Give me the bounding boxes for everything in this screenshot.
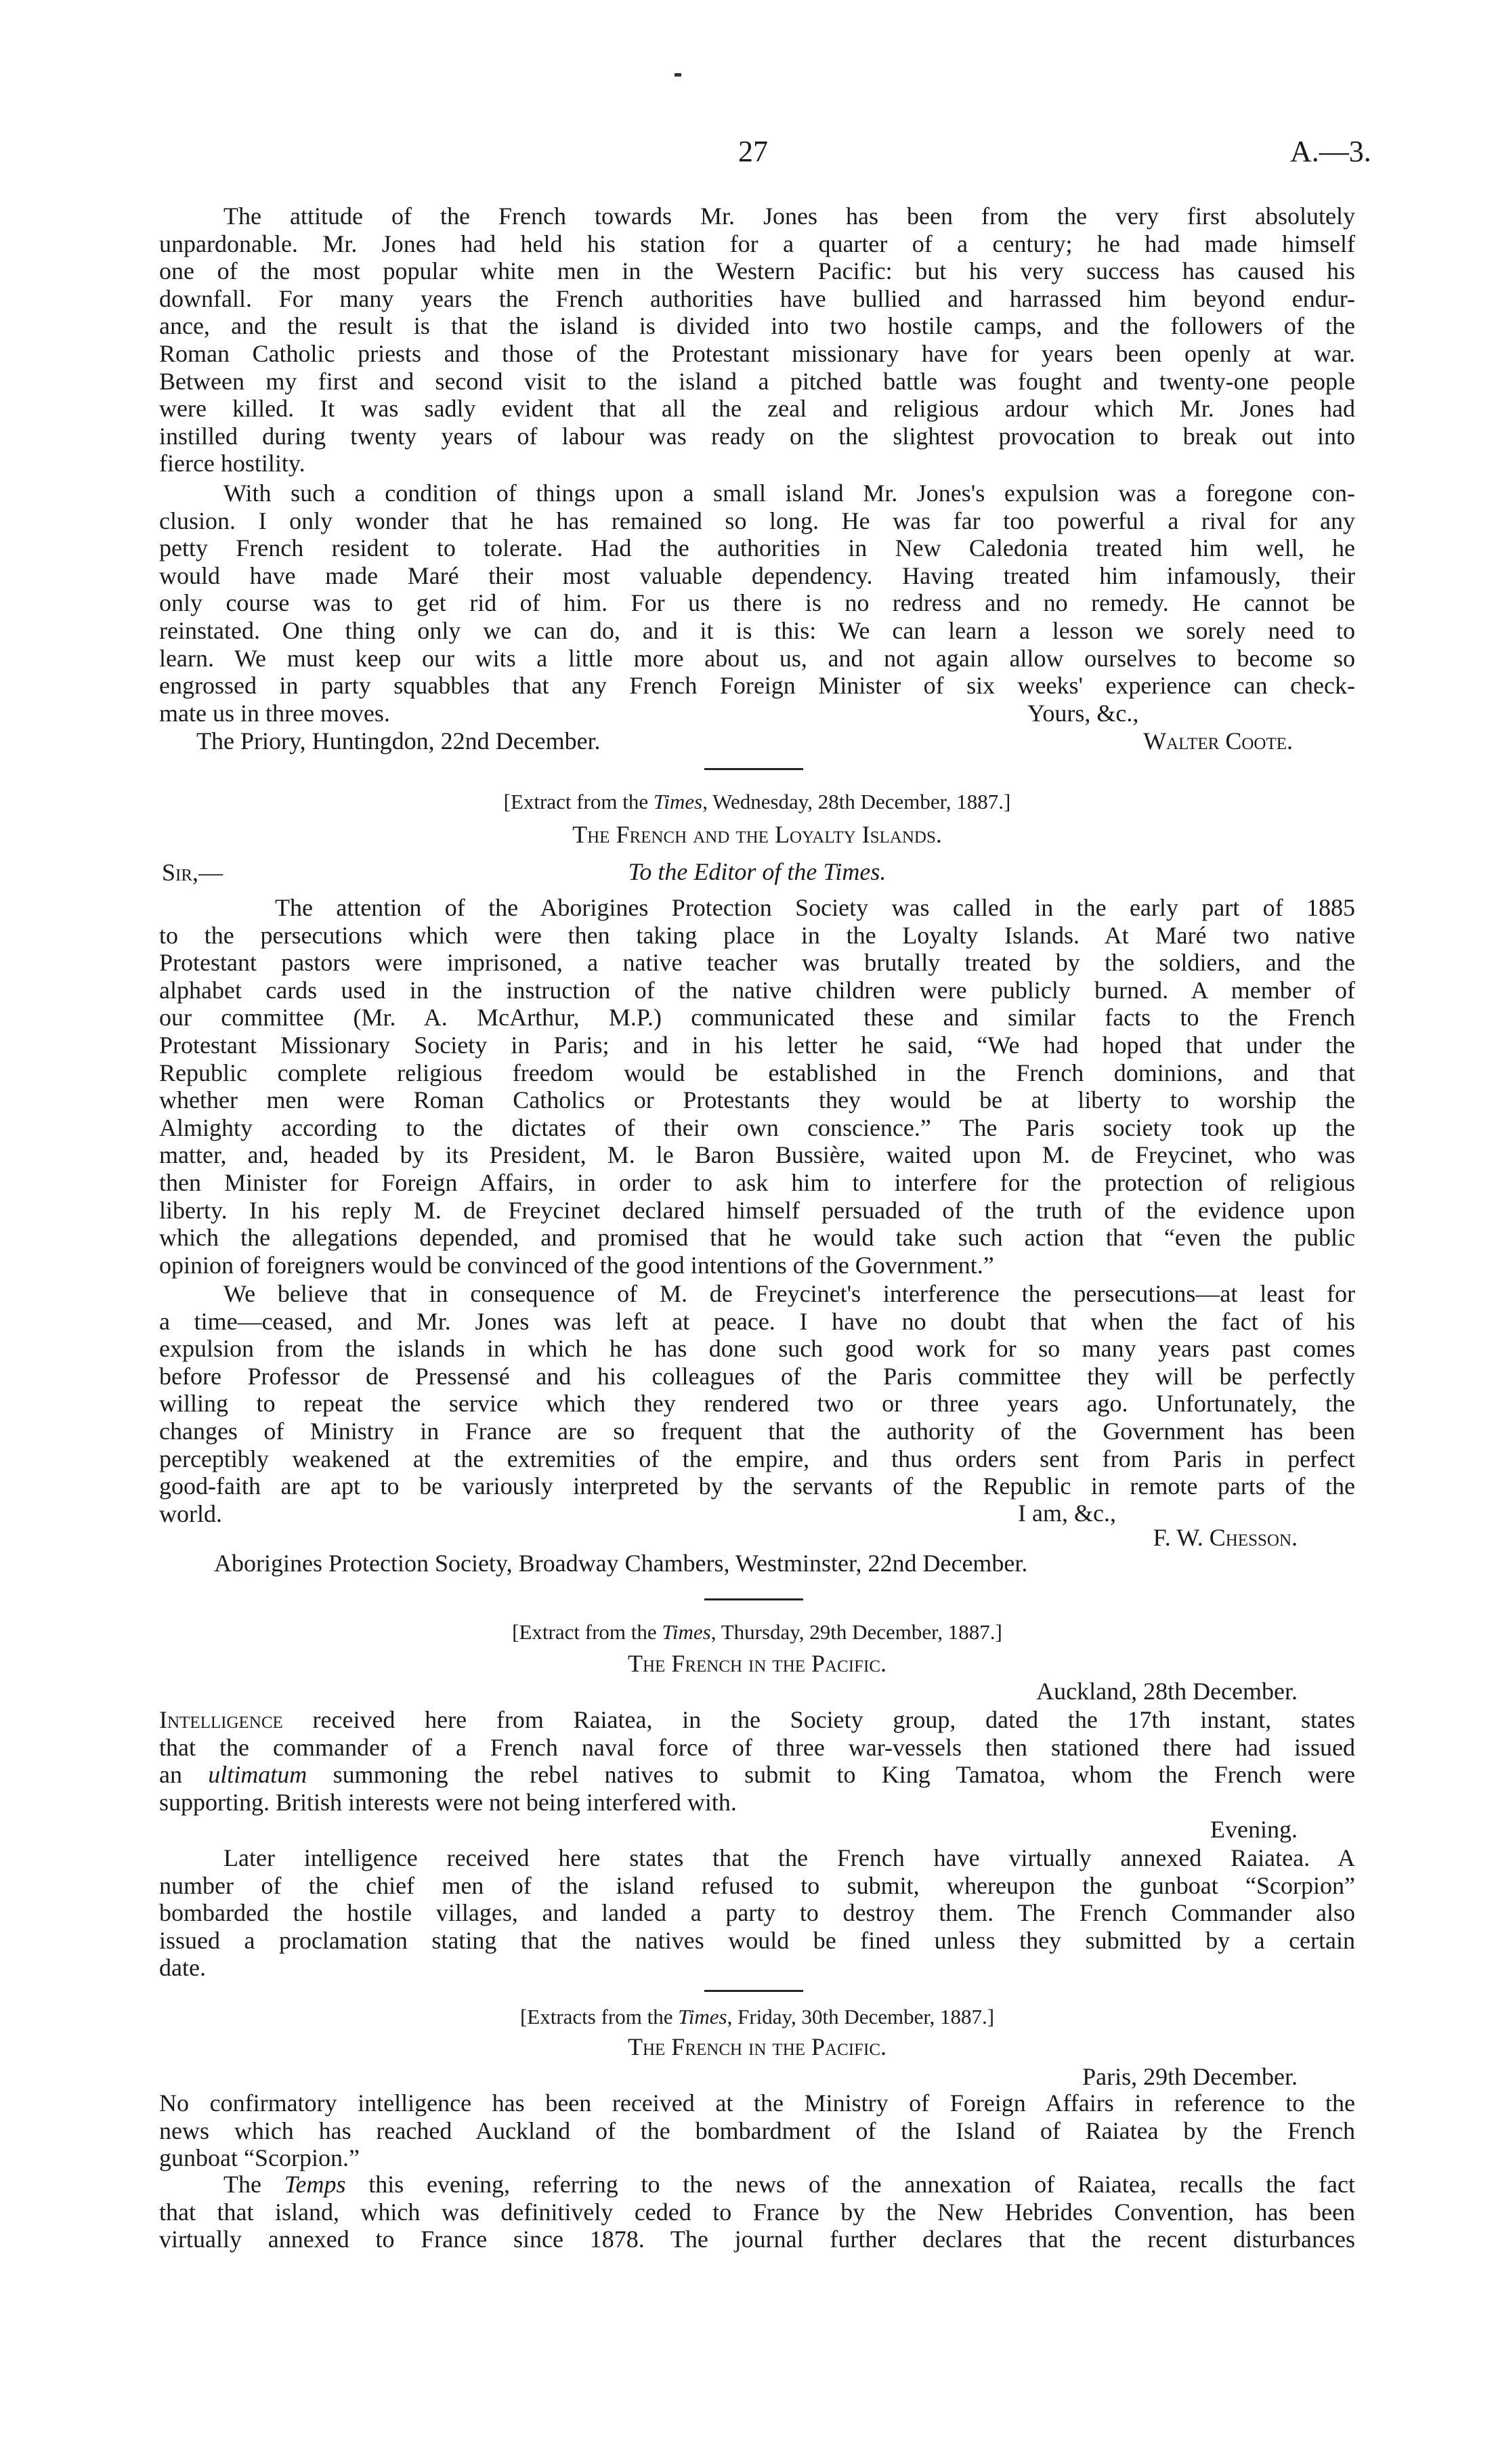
text-line: changes of Ministry in France are so frequent that the authority of the Government has been — [159, 1417, 1355, 1445]
text-line: good-faith are apt to be variously interpreted by the servants of the Republic in remote parts of the — [159, 1472, 1355, 1500]
text-segment: The — [223, 2171, 284, 2198]
text-segment: [Extract from the — [503, 790, 654, 813]
text-segment: [Extract from the — [512, 1620, 662, 1644]
article-title: The French in the Pacific. — [627, 1650, 887, 1677]
text-line: fierce hostility. — [159, 450, 305, 477]
paragraph — [159, 203, 1355, 477]
closing: Yours, &c., — [1027, 700, 1139, 727]
paragraph — [159, 1280, 1355, 1527]
text-line: world. — [159, 1500, 222, 1527]
text-line: With such a condition of things upon a small island Mr. Jones's expulsion was a foregone con- — [223, 480, 1355, 507]
article-title: The French in the Pacific. — [627, 2033, 887, 2060]
text-line: alphabet cards used in the instruction of the native children were publicly burned. A member of — [159, 976, 1355, 1004]
text-line: We believe that in consequence of M. de Freycinet's interference the persecutions—at least for — [223, 1280, 1355, 1307]
text-line: The attitude of the French towards Mr. Jones has been from the very first absolutely — [223, 203, 1355, 230]
dateline: Paris, 29th December. — [1082, 2063, 1298, 2090]
text-line — [159, 1706, 1355, 1734]
article-title: The French and the Loyalty Islands. — [572, 821, 942, 848]
text-segment: Times — [653, 790, 703, 813]
text-line: petty French resident to tolerate. Had the authorities in New Caledonia treated him well, he — [159, 534, 1355, 562]
text-segment: , Friday, 30th December, 1887.] — [727, 2005, 995, 2028]
text-segment: Times — [662, 1620, 711, 1644]
extract-source — [159, 788, 1355, 815]
text-line: virtually annexed to France since 1878. The journal further declares that the recent disturbances — [159, 2226, 1355, 2253]
document-reference: A.—3. — [1290, 135, 1371, 168]
text-line: ance, and the result is that the island is divided into two hostile camps, and the followers of the — [159, 312, 1355, 340]
signature: Walter Coote. — [1143, 727, 1293, 755]
text-line: issued a proclamation stating that the natives would be fined unless they submitted by a certain — [159, 1926, 1355, 1954]
place-date: The Priory, Huntingdon, 22nd December. — [196, 727, 601, 755]
text-line: Protestant pastors were imprisoned, a native teacher was brutally treated by the soldiers, and the — [159, 949, 1355, 977]
text-line: before Professor de Pressensé and his colleagues of the Paris committee they will be perfectly — [159, 1362, 1355, 1390]
text-segment: this evening, referring to the news of the annexation of Raiatea, recalls the fact — [345, 2171, 1356, 2198]
paragraph — [159, 894, 1355, 1279]
text-line: liberty. In his reply M. de Freycinet declared himself persuaded of the truth of the evidence upon — [159, 1196, 1355, 1224]
text-line: that that island, which was definitively ceded to France by the New Hebrides Convention, has been — [159, 2198, 1355, 2226]
text-line: supporting. British interests were not being interfered with. — [159, 1788, 737, 1816]
signature: F. W. Chesson. — [1153, 1524, 1298, 1551]
text-segment: , Wednesday, 28th December, 1887.] — [702, 790, 1011, 813]
text-line: a time—ceased, and Mr. Jones was left at peace. I have no doubt that when the fact of his — [159, 1307, 1355, 1335]
text-line: date. — [159, 1954, 206, 1982]
text-line: Almighty according to the dictates of their own conscience.” The Paris society took up the — [159, 1113, 1355, 1141]
text-line: whether men were Roman Catholics or Protestants they would be at liberty to worship the — [159, 1086, 1355, 1114]
salutation: Sir,— — [162, 859, 223, 886]
text-line: would have made Maré their most valuable dependency. Having treated him infamously, their — [159, 561, 1355, 589]
text-line: Later intelligence received here states that the French have virtually annexed Raiatea. A — [223, 1844, 1355, 1871]
text-segment: ultimatum — [208, 1761, 307, 1789]
text-segment: an — [159, 1761, 209, 1789]
text-line: news which has reached Auckland of the bombardment of the Island of Raiatea by the French — [159, 2117, 1355, 2144]
text-line: which the allegations depended, and promised that he would take such action that “even the public — [159, 1224, 1355, 1252]
paragraph — [159, 2089, 1355, 2172]
text-line: bombarded the hostile villages, and landed a party to destroy them. The French Commander also — [159, 1899, 1355, 1927]
dateline: Auckland, 28th December. — [1036, 1678, 1298, 1705]
text-line: mate us in three moves. — [159, 699, 390, 727]
text-line: learn. We must keep our wits a little more about us, and not again allow ourselves to become so — [159, 644, 1355, 672]
paragraph — [159, 2171, 1355, 2253]
text-segment: Times — [678, 2005, 727, 2028]
text-line: perceptibly weakened at the extremities of the empire, and thus orders sent from Paris in perfect — [159, 1445, 1355, 1472]
text-line: Republic complete religious freedom would be established in the French dominions, and that — [159, 1059, 1355, 1086]
print-mark — [675, 73, 681, 77]
section-divider — [704, 768, 803, 770]
text-line: opinion of foreigners would be convinced of the good intentions of the Government.” — [159, 1251, 994, 1279]
text-line: downfall. For many years the French authorities have bullied and harrassed him beyond endur- — [159, 284, 1355, 312]
section-divider — [704, 1990, 803, 1992]
text-line: then Minister for Foreign Affairs, in order to ask him to interfere for the protection of religious — [159, 1168, 1355, 1196]
dateline: Evening. — [1210, 1816, 1298, 1843]
place-date: Aborigines Protection Society, Broadway Chambers, Westminster, 22nd December. — [214, 1550, 1028, 1577]
closing: I am, &c., — [1018, 1500, 1116, 1527]
addressee: To the Editor of the Times. — [628, 858, 886, 885]
text-line — [159, 2171, 1355, 2199]
text-segment: , Thursday, 29th December, 1887.] — [710, 1620, 1002, 1644]
text-line: Protestant Missionary Society in Paris; and in his letter he said, “We had hoped that under the — [159, 1031, 1355, 1059]
text-line: Roman Catholic priests and those of the Protestant missionary have for years been openly at war. — [159, 339, 1355, 367]
text-line: instilled during twenty years of labour was ready on the slightest provocation to break out into — [159, 422, 1355, 450]
extract-source — [159, 2003, 1355, 2031]
text-line: Between my first and second visit to the island a pitched battle was fought and twenty-one people — [159, 367, 1355, 395]
paragraph — [159, 480, 1355, 727]
text-line: No confirmatory intelligence has been received at the Ministry of Foreign Affairs in reference to the — [159, 2089, 1355, 2117]
text-line: were killed. It was sadly evident that all the zeal and religious ardour which Mr. Jones had — [159, 395, 1355, 423]
text-line: our committee (Mr. A. McArthur, M.P.) communicated these and similar facts to the French — [159, 1004, 1355, 1032]
text-segment: [Extracts from the — [519, 2005, 679, 2028]
text-line: reinstated. One thing only we can do, and it is this: We can learn a lesson we sorely need to — [159, 616, 1355, 644]
text-line: that the commander of a French naval force of three war-vessels then stationed there had issued — [159, 1733, 1355, 1761]
text-line: matter, and, headed by its President, M. le Baron Bussière, waited upon M. de Freycinet, who was — [159, 1141, 1355, 1169]
text-line: one of the most popular white men in the Western Pacific: but his very success has caused his — [159, 257, 1355, 285]
text-line: expulsion from the islands in which he has done such good work for so many years past comes — [159, 1335, 1355, 1363]
text-line — [159, 1761, 1355, 1789]
paragraph — [159, 1706, 1355, 1816]
text-line: unpardonable. Mr. Jones had held his station for a quarter of a century; he had made himself — [159, 230, 1355, 257]
paragraph — [159, 1844, 1355, 1982]
text-segment: Temps — [284, 2171, 346, 2198]
text-line: only course was to get rid of him. For us there is no redress and no remedy. He cannot be — [159, 589, 1355, 617]
extract-source — [159, 1619, 1355, 1646]
text-segment: Intelligence — [159, 1706, 283, 1733]
text-line: clusion. I only wonder that he has remained so long. He was far too powerful a rival for any — [159, 507, 1355, 534]
text-line: to the persecutions which were then taking place in the Loyalty Islands. At Maré two native — [159, 921, 1355, 949]
section-divider — [704, 1598, 803, 1600]
text-line: number of the chief men of the island refused to submit, whereupon the gunboat “Scorpion” — [159, 1871, 1355, 1899]
text-segment: received here from Raiatea, in the Society group, dated the 17th instant, states — [282, 1706, 1355, 1733]
page-number: 27 — [738, 135, 768, 168]
text-line: engrossed in party squabbles that any French Foreign Minister of six weeks' experience can check- — [159, 672, 1355, 700]
text-line: gunboat “Scorpion.” — [159, 2144, 360, 2172]
text-line: The attention of the Aborigines Protection Society was called in the early part of 1885 — [275, 894, 1355, 921]
text-segment: summoning the rebel natives to submit to King Tamatoa, whom the French were — [307, 1761, 1355, 1789]
text-line: willing to repeat the service which they rendered two or three years ago. Unfortunately, the — [159, 1390, 1355, 1418]
